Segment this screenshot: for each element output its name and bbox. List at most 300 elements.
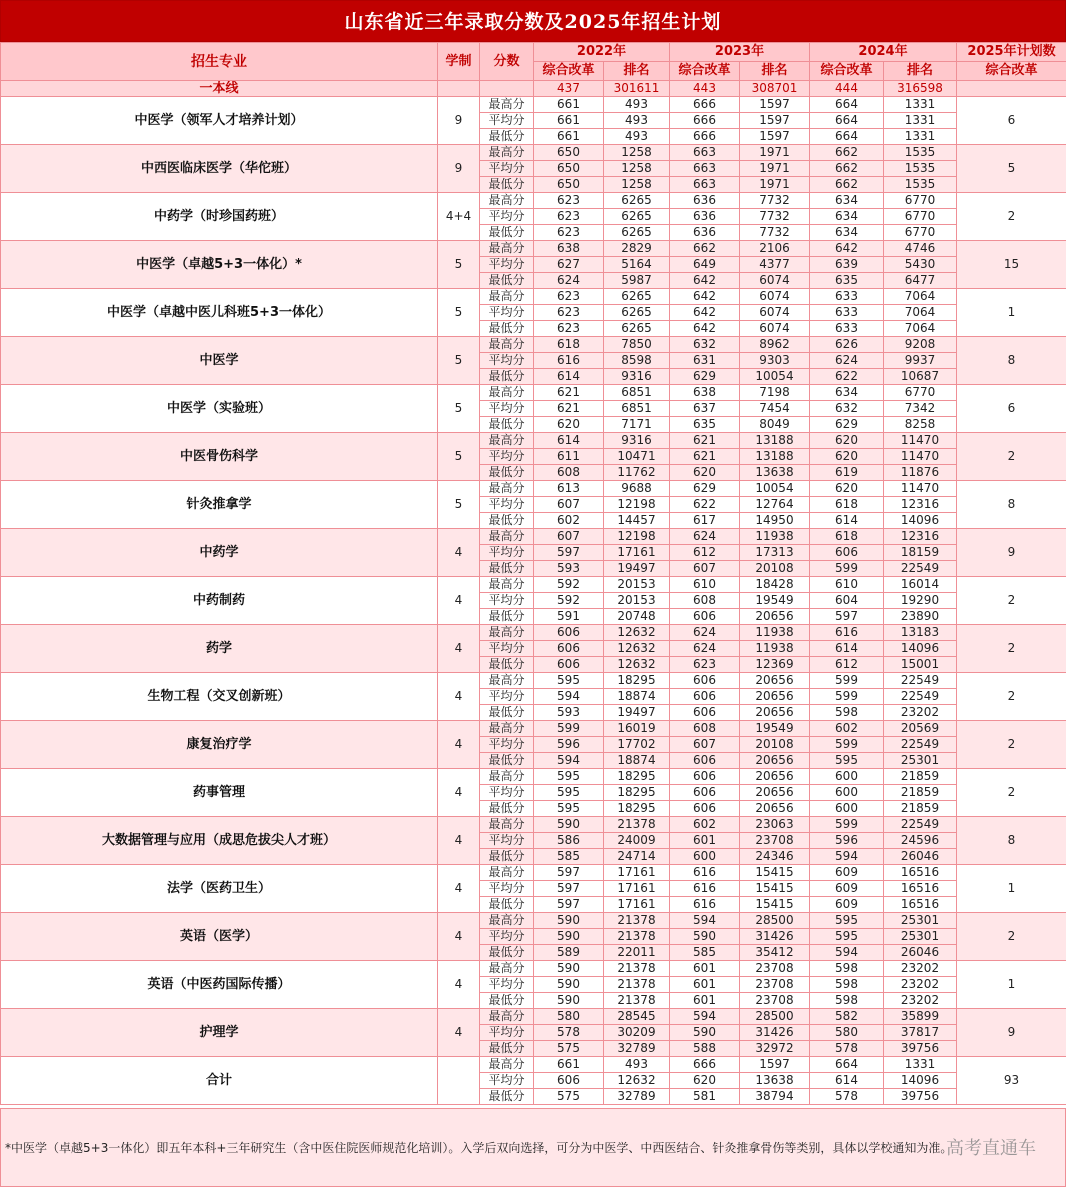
score-cell: 612 [810, 657, 884, 673]
score-cell: 607 [670, 561, 740, 577]
score-cell: 662 [810, 161, 884, 177]
header-sub-rank: 排名 [604, 62, 670, 81]
score-cell: 606 [670, 785, 740, 801]
score-cell: 650 [534, 145, 604, 161]
score-cell: 629 [670, 369, 740, 385]
table-row [1, 529, 1066, 545]
score-cell: 664 [810, 129, 884, 145]
score-cell: 594 [670, 913, 740, 929]
score-cell: 594 [534, 753, 604, 769]
score-cell: 580 [810, 1025, 884, 1041]
score-cell: 642 [670, 305, 740, 321]
score-cell: 624 [534, 273, 604, 289]
rank-cell: 16516 [884, 881, 957, 897]
score-cell: 597 [534, 897, 604, 913]
rank-cell: 20656 [740, 785, 810, 801]
score-cell: 663 [670, 177, 740, 193]
rank-cell: 1258 [604, 161, 670, 177]
score-type-label: 最低分 [480, 225, 534, 241]
rank-cell: 23890 [884, 609, 957, 625]
rank-cell: 35412 [740, 945, 810, 961]
rank-cell: 6851 [604, 401, 670, 417]
duration: 4 [438, 865, 480, 913]
rank-cell: 22549 [884, 817, 957, 833]
score-type-label: 平均分 [480, 689, 534, 705]
score-cell: 590 [534, 817, 604, 833]
header-year-2023: 2023年 [670, 43, 810, 62]
table-row [1, 721, 1066, 737]
rank-cell: 22549 [884, 561, 957, 577]
rank-cell: 1331 [884, 1057, 957, 1073]
rank-cell: 11470 [884, 449, 957, 465]
rank-cell: 9316 [604, 369, 670, 385]
rank-cell: 18159 [884, 545, 957, 561]
plan-count: 15 [957, 241, 1066, 289]
score-cell: 636 [670, 193, 740, 209]
score-cell: 600 [810, 769, 884, 785]
major-name: 药学 [1, 625, 438, 673]
score-cell: 634 [810, 193, 884, 209]
rank-cell: 32789 [604, 1089, 670, 1105]
score-type-label: 平均分 [480, 113, 534, 129]
rank-cell: 12632 [604, 1073, 670, 1089]
score-cell: 616 [670, 897, 740, 913]
score-cell: 597 [810, 609, 884, 625]
rank-cell: 11470 [884, 481, 957, 497]
baseline-value: 316598 [884, 81, 957, 97]
score-cell: 621 [534, 401, 604, 417]
rank-cell: 6770 [884, 209, 957, 225]
score-cell: 594 [534, 689, 604, 705]
score-cell: 642 [670, 289, 740, 305]
score-table [0, 42, 1066, 1105]
rank-cell: 7342 [884, 401, 957, 417]
score-cell: 620 [810, 433, 884, 449]
rank-cell: 14950 [740, 513, 810, 529]
score-cell: 600 [810, 785, 884, 801]
score-cell: 594 [810, 849, 884, 865]
duration: 4 [438, 913, 480, 961]
table-row [1, 289, 1066, 305]
score-type-label: 最高分 [480, 385, 534, 401]
rank-cell: 21859 [884, 801, 957, 817]
score-cell: 624 [670, 625, 740, 641]
rank-cell: 24346 [740, 849, 810, 865]
rank-cell: 18295 [604, 769, 670, 785]
score-type-label: 平均分 [480, 161, 534, 177]
major-name: 中药学（时珍国药班） [1, 193, 438, 241]
score-cell: 601 [670, 833, 740, 849]
score-cell: 633 [810, 321, 884, 337]
plan-count: 5 [957, 145, 1066, 193]
rank-cell: 1597 [740, 113, 810, 129]
rank-cell: 14096 [884, 1073, 957, 1089]
score-type-label: 最高分 [480, 913, 534, 929]
baseline-row [1, 81, 1066, 97]
score-cell: 601 [670, 993, 740, 1009]
rank-cell: 20153 [604, 577, 670, 593]
major-name: 针灸推拿学 [1, 481, 438, 529]
rank-cell: 7064 [884, 305, 957, 321]
rank-cell: 6074 [740, 273, 810, 289]
score-cell: 629 [810, 417, 884, 433]
score-cell: 666 [670, 1057, 740, 1073]
rank-cell: 25301 [884, 929, 957, 945]
duration: 4 [438, 625, 480, 673]
rank-cell: 23708 [740, 961, 810, 977]
header-year-2024: 2024年 [810, 43, 957, 62]
score-cell: 638 [670, 385, 740, 401]
score-type-label: 最高分 [480, 577, 534, 593]
rank-cell: 8598 [604, 353, 670, 369]
table-row [1, 1057, 1066, 1073]
rank-cell: 19497 [604, 705, 670, 721]
rank-cell: 16014 [884, 577, 957, 593]
rank-cell: 16019 [604, 721, 670, 737]
table-row [1, 241, 1066, 257]
rank-cell: 8049 [740, 417, 810, 433]
score-cell: 607 [670, 737, 740, 753]
score-cell: 610 [670, 577, 740, 593]
rank-cell: 1535 [884, 177, 957, 193]
score-cell: 590 [534, 913, 604, 929]
score-cell: 607 [534, 529, 604, 545]
rank-cell: 20656 [740, 705, 810, 721]
rank-cell: 19497 [604, 561, 670, 577]
major-name: 中医学（卓越5+3一体化）* [1, 241, 438, 289]
score-cell: 623 [534, 193, 604, 209]
rank-cell: 23708 [740, 977, 810, 993]
table-row [1, 337, 1066, 353]
header-duration: 学制 [438, 43, 480, 81]
score-cell: 664 [810, 1057, 884, 1073]
score-type-label: 最高分 [480, 625, 534, 641]
header-sub-score: 综合改革 [810, 62, 884, 81]
rank-cell: 13638 [740, 1073, 810, 1089]
plan-count: 9 [957, 1009, 1066, 1057]
score-cell: 598 [810, 961, 884, 977]
score-type-label: 最高分 [480, 433, 534, 449]
rank-cell: 25301 [884, 913, 957, 929]
score-type-label: 平均分 [480, 449, 534, 465]
major-name: 大数据管理与应用（成思危拔尖人才班） [1, 817, 438, 865]
rank-cell: 20656 [740, 753, 810, 769]
rank-cell: 7732 [740, 209, 810, 225]
score-cell: 606 [670, 673, 740, 689]
score-cell: 590 [534, 977, 604, 993]
major-name: 中医骨伤科学 [1, 433, 438, 481]
rank-cell: 10054 [740, 369, 810, 385]
score-cell: 595 [810, 929, 884, 945]
rank-cell: 21378 [604, 993, 670, 1009]
score-type-label: 平均分 [480, 1025, 534, 1041]
header-sub-rank: 排名 [884, 62, 957, 81]
rank-cell: 11938 [740, 641, 810, 657]
score-cell: 606 [670, 705, 740, 721]
rank-cell: 1331 [884, 113, 957, 129]
score-cell: 602 [534, 513, 604, 529]
score-type-label: 最高分 [480, 481, 534, 497]
rank-cell: 13188 [740, 433, 810, 449]
score-cell: 633 [810, 305, 884, 321]
score-cell: 616 [534, 353, 604, 369]
table-row [1, 817, 1066, 833]
score-cell: 619 [810, 465, 884, 481]
score-cell: 595 [534, 673, 604, 689]
score-cell: 599 [810, 817, 884, 833]
score-cell: 595 [534, 785, 604, 801]
score-cell: 624 [810, 353, 884, 369]
rank-cell: 6074 [740, 289, 810, 305]
rank-cell: 12632 [604, 641, 670, 657]
rank-cell: 39756 [884, 1089, 957, 1105]
score-type-label: 最低分 [480, 513, 534, 529]
score-cell: 590 [670, 1025, 740, 1041]
score-type-label: 最高分 [480, 865, 534, 881]
rank-cell: 7732 [740, 193, 810, 209]
score-type-label: 平均分 [480, 641, 534, 657]
rank-cell: 18874 [604, 753, 670, 769]
rank-cell: 7198 [740, 385, 810, 401]
rank-cell: 1971 [740, 161, 810, 177]
score-type-label: 最高分 [480, 193, 534, 209]
score-cell: 634 [810, 225, 884, 241]
baseline-value: 308701 [740, 81, 810, 97]
score-cell: 664 [810, 113, 884, 129]
rank-cell: 7064 [884, 321, 957, 337]
score-type-label: 最高分 [480, 673, 534, 689]
rank-cell: 26046 [884, 945, 957, 961]
score-cell: 595 [810, 913, 884, 929]
watermark: 高考直通车 [946, 1138, 1036, 1159]
score-type-label: 最低分 [480, 1041, 534, 1057]
score-cell: 623 [534, 305, 604, 321]
header-sub-score: 综合改革 [670, 62, 740, 81]
rank-cell: 28500 [740, 913, 810, 929]
score-cell: 638 [534, 241, 604, 257]
score-type-label: 最低分 [480, 465, 534, 481]
score-cell: 594 [670, 1009, 740, 1025]
score-cell: 662 [670, 241, 740, 257]
score-cell: 634 [810, 385, 884, 401]
score-cell: 606 [534, 625, 604, 641]
score-cell: 599 [810, 561, 884, 577]
score-cell: 612 [670, 545, 740, 561]
score-type-label: 平均分 [480, 881, 534, 897]
score-type-label: 最低分 [480, 753, 534, 769]
rank-cell: 9303 [740, 353, 810, 369]
rank-cell: 1331 [884, 97, 957, 113]
rank-cell: 21378 [604, 929, 670, 945]
duration: 4 [438, 673, 480, 721]
rank-cell: 17161 [604, 897, 670, 913]
score-type-label: 最低分 [480, 177, 534, 193]
rank-cell: 21378 [604, 977, 670, 993]
plan-count: 2 [957, 193, 1066, 241]
footnote: *中医学（卓越5+3一体化）即五年本科+三年研究生（含中医住院医师规范化培训）。入学后双向选择，可分为中医学、中西医结合、针灸推拿骨伤等类别，具体以学校通知为准。 [0, 1108, 1066, 1187]
rank-cell: 23202 [884, 993, 957, 1009]
rank-cell: 20656 [740, 769, 810, 785]
rank-cell: 11938 [740, 529, 810, 545]
score-type-label: 最低分 [480, 561, 534, 577]
table-row [1, 961, 1066, 977]
rank-cell: 17161 [604, 881, 670, 897]
rank-cell: 23202 [884, 961, 957, 977]
major-name: 护理学 [1, 1009, 438, 1057]
header-sub-score: 综合改革 [534, 62, 604, 81]
score-cell: 598 [810, 993, 884, 1009]
rank-cell: 16516 [884, 897, 957, 913]
rank-cell: 21378 [604, 817, 670, 833]
rank-cell: 17161 [604, 865, 670, 881]
plan-count: 2 [957, 433, 1066, 481]
score-cell: 661 [534, 97, 604, 113]
score-cell: 633 [810, 289, 884, 305]
rank-cell: 6265 [604, 305, 670, 321]
major-name: 中医学 [1, 337, 438, 385]
rank-cell: 493 [604, 113, 670, 129]
rank-cell: 19549 [740, 593, 810, 609]
rank-cell: 15001 [884, 657, 957, 673]
major-name: 中医学（卓越中医儿科班5+3一体化） [1, 289, 438, 337]
rank-cell: 9316 [604, 433, 670, 449]
header-year-2022: 2022年 [534, 43, 670, 62]
rank-cell: 12198 [604, 529, 670, 545]
rank-cell: 23708 [740, 993, 810, 1009]
plan-count: 93 [957, 1057, 1066, 1105]
page-title: 山东省近三年录取分数及2025年招生计划 [0, 0, 1066, 42]
score-cell: 620 [670, 465, 740, 481]
score-cell: 595 [810, 753, 884, 769]
rank-cell: 12198 [604, 497, 670, 513]
rank-cell: 31426 [740, 1025, 810, 1041]
rank-cell: 23202 [884, 977, 957, 993]
rank-cell: 20656 [740, 609, 810, 625]
rank-cell: 5164 [604, 257, 670, 273]
rank-cell: 20748 [604, 609, 670, 625]
score-cell: 594 [810, 945, 884, 961]
rank-cell: 17313 [740, 545, 810, 561]
plan-count: 1 [957, 865, 1066, 913]
rank-cell: 17161 [604, 545, 670, 561]
plan-count: 1 [957, 961, 1066, 1009]
score-cell: 590 [670, 929, 740, 945]
score-cell: 608 [670, 593, 740, 609]
rank-cell: 21378 [604, 961, 670, 977]
score-cell: 608 [534, 465, 604, 481]
duration: 4 [438, 529, 480, 577]
rank-cell: 493 [604, 1057, 670, 1073]
score-type-label: 最高分 [480, 721, 534, 737]
rank-cell: 6477 [884, 273, 957, 289]
rank-cell: 28500 [740, 1009, 810, 1025]
rank-cell: 5430 [884, 257, 957, 273]
major-name: 中医学（实验班） [1, 385, 438, 433]
score-cell: 616 [670, 865, 740, 881]
rank-cell: 37817 [884, 1025, 957, 1041]
rank-cell: 20656 [740, 673, 810, 689]
rank-cell: 7850 [604, 337, 670, 353]
rank-cell: 16516 [884, 865, 957, 881]
score-cell: 614 [810, 641, 884, 657]
score-cell: 620 [670, 1073, 740, 1089]
rank-cell: 38794 [740, 1089, 810, 1105]
score-cell: 593 [534, 561, 604, 577]
score-cell: 618 [810, 529, 884, 545]
rank-cell: 7454 [740, 401, 810, 417]
baseline-value: 301611 [604, 81, 670, 97]
score-type-label: 最低分 [480, 705, 534, 721]
plan-count: 2 [957, 673, 1066, 721]
score-type-label: 最低分 [480, 273, 534, 289]
rank-cell: 1535 [884, 145, 957, 161]
rank-cell: 1971 [740, 145, 810, 161]
rank-cell: 6265 [604, 289, 670, 305]
score-type-label: 最低分 [480, 849, 534, 865]
rank-cell: 10687 [884, 369, 957, 385]
score-type-label: 最低分 [480, 609, 534, 625]
plan-count: 8 [957, 481, 1066, 529]
score-cell: 616 [670, 881, 740, 897]
rank-cell: 1258 [604, 177, 670, 193]
baseline-value: 443 [670, 81, 740, 97]
rank-cell: 24009 [604, 833, 670, 849]
score-cell: 597 [534, 545, 604, 561]
rank-cell: 24596 [884, 833, 957, 849]
rank-cell: 30209 [604, 1025, 670, 1041]
rank-cell: 4746 [884, 241, 957, 257]
score-cell: 590 [534, 961, 604, 977]
score-type-label: 最低分 [480, 657, 534, 673]
score-type-label: 平均分 [480, 209, 534, 225]
score-type-label: 平均分 [480, 1073, 534, 1089]
score-cell: 614 [534, 369, 604, 385]
score-cell: 642 [810, 241, 884, 257]
rank-cell: 493 [604, 129, 670, 145]
score-type-label: 平均分 [480, 497, 534, 513]
rank-cell: 19549 [740, 721, 810, 737]
score-cell: 582 [810, 1009, 884, 1025]
score-cell: 595 [534, 769, 604, 785]
score-type-label: 最低分 [480, 1089, 534, 1105]
score-type-label: 最高分 [480, 1057, 534, 1073]
score-type-label: 最高分 [480, 289, 534, 305]
rank-cell: 35899 [884, 1009, 957, 1025]
score-cell: 606 [534, 1073, 604, 1089]
score-cell: 666 [670, 129, 740, 145]
rank-cell: 1331 [884, 129, 957, 145]
score-cell: 664 [810, 97, 884, 113]
score-cell: 661 [534, 113, 604, 129]
major-name: 生物工程（交叉创新班） [1, 673, 438, 721]
rank-cell: 20153 [604, 593, 670, 609]
score-type-label: 最低分 [480, 993, 534, 1009]
rank-cell: 13188 [740, 449, 810, 465]
table-row [1, 1009, 1066, 1025]
score-cell: 614 [810, 513, 884, 529]
rank-cell: 12632 [604, 657, 670, 673]
score-cell: 637 [670, 401, 740, 417]
score-cell: 650 [534, 161, 604, 177]
rank-cell: 32789 [604, 1041, 670, 1057]
rank-cell: 31426 [740, 929, 810, 945]
plan-count: 2 [957, 625, 1066, 673]
table-row [1, 481, 1066, 497]
score-cell: 591 [534, 609, 604, 625]
major-name: 法学（医药卫生） [1, 865, 438, 913]
rank-cell: 20656 [740, 689, 810, 705]
score-cell: 620 [810, 481, 884, 497]
